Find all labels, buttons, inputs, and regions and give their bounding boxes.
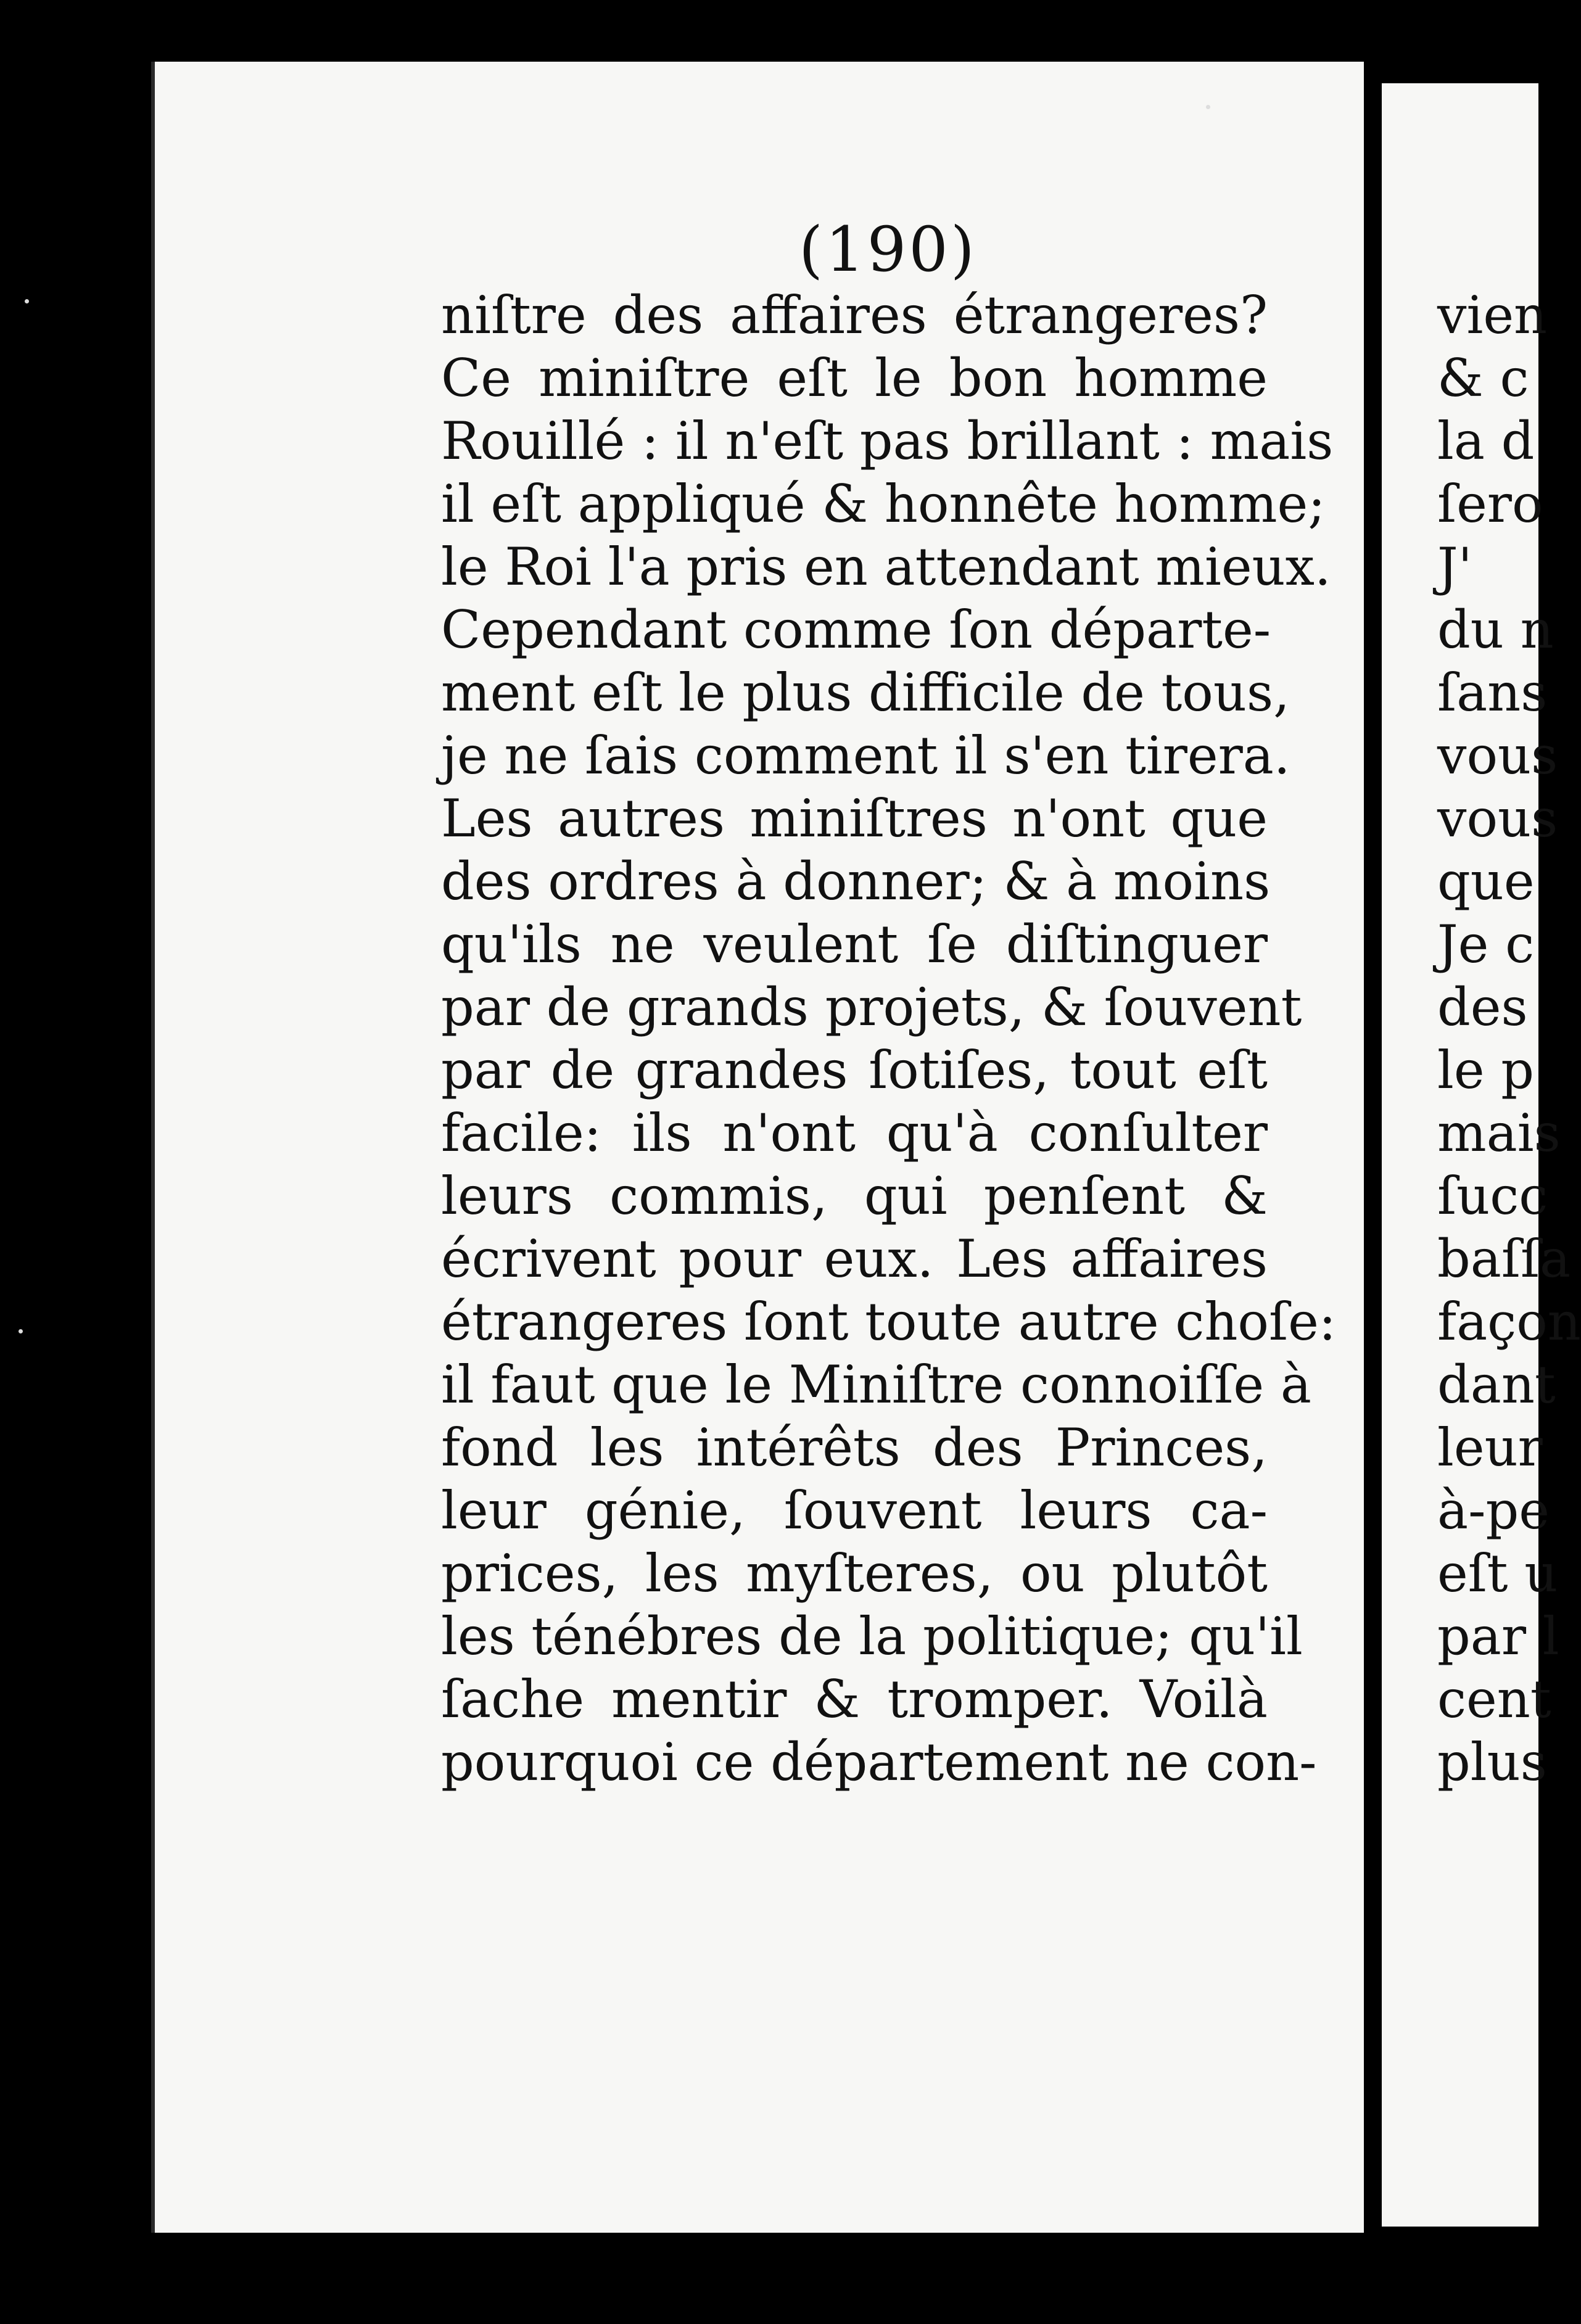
facing-text-line: cent — [1437, 1669, 1551, 1729]
page-number: (190) — [799, 213, 977, 286]
text-line: il eſt appliqué & honnête homme; — [441, 474, 1326, 534]
scan-speck — [1206, 105, 1210, 109]
facing-text-line: mais — [1437, 1103, 1561, 1163]
text-line: il faut que le Miniſtre connoiſſe à — [441, 1354, 1311, 1415]
text-line: je ne ſais comment il s'en tirera. — [441, 725, 1290, 786]
text-line: par de grands projets, & ſouvent — [441, 977, 1302, 1037]
facing-text-line: vous — [1437, 725, 1558, 786]
facing-text-line: & c — [1437, 348, 1529, 408]
text-line: niſtre des affaires étrangeres? — [441, 285, 1268, 345]
facing-text-line: à-pe — [1437, 1480, 1550, 1541]
text-line: par de grandes ſotiſes, tout eſt — [441, 1040, 1268, 1100]
text-line: écrivent pour eux. Les affaires — [441, 1229, 1268, 1289]
facing-text-line: du n — [1437, 600, 1554, 660]
facing-text-line: dant — [1437, 1354, 1556, 1415]
facing-text-line: Je c — [1437, 914, 1535, 975]
text-line: pourquoi ce département ne con- — [441, 1732, 1317, 1792]
facing-text-line: ſero — [1437, 474, 1543, 534]
text-line: étrangeres ſont toute autre choſe: — [441, 1292, 1337, 1352]
text-line: facile: ils n'ont qu'à conſulter — [441, 1103, 1268, 1163]
facing-text-line: vien — [1437, 285, 1548, 345]
text-line: Les autres miniſtres n'ont que — [441, 788, 1268, 849]
facing-text-line: la d — [1437, 411, 1535, 471]
facing-text-line: ſucc — [1437, 1166, 1548, 1226]
scan-speck — [19, 1329, 23, 1333]
text-line: prices, les myſteres, ou plutôt — [441, 1543, 1268, 1604]
text-line: Ce miniſtre eſt le bon homme — [441, 348, 1268, 408]
facing-text-line: leur — [1437, 1417, 1543, 1478]
facing-text-line: J' — [1437, 537, 1472, 597]
page-text-block — [441, 284, 1337, 1794]
text-line: le Roi l'a pris en attendant mieux. — [441, 537, 1331, 597]
text-line: leur génie, ſouvent leurs ca- — [441, 1480, 1268, 1541]
facing-text-line: des — [1437, 977, 1528, 1037]
facing-text-line: eſt u — [1437, 1543, 1558, 1604]
text-line: ſache mentir & tromper. Voilà — [441, 1669, 1268, 1729]
text-line: fond les intérêts des Princes, — [441, 1417, 1268, 1478]
facing-text-line: le p — [1437, 1040, 1535, 1100]
scan-speck — [25, 299, 29, 303]
text-line: leurs commis, qui penſent & — [441, 1166, 1268, 1226]
facing-text-line: plus — [1437, 1732, 1547, 1792]
text-line: Cependant comme ſon départe- — [441, 600, 1271, 660]
facing-text-line: façon — [1437, 1292, 1581, 1352]
facing-text-line: par l — [1437, 1606, 1559, 1667]
text-line: Rouillé : il n'eſt pas brillant : mais — [441, 411, 1334, 471]
facing-text-line: que — [1437, 851, 1535, 912]
facing-text-line: ſans — [1437, 662, 1548, 723]
facing-page-text-block — [1437, 284, 1581, 1794]
text-line: qu'ils ne veulent ſe diſtinguer — [441, 914, 1268, 975]
facing-text-line: baſſa — [1437, 1229, 1571, 1289]
text-line: ment eſt le plus difficile de tous, — [441, 662, 1290, 723]
text-line: les ténébres de la politique; qu'il — [441, 1606, 1303, 1667]
facing-text-line: vous — [1437, 788, 1558, 849]
text-line: des ordres à donner; & à moins — [441, 851, 1271, 912]
